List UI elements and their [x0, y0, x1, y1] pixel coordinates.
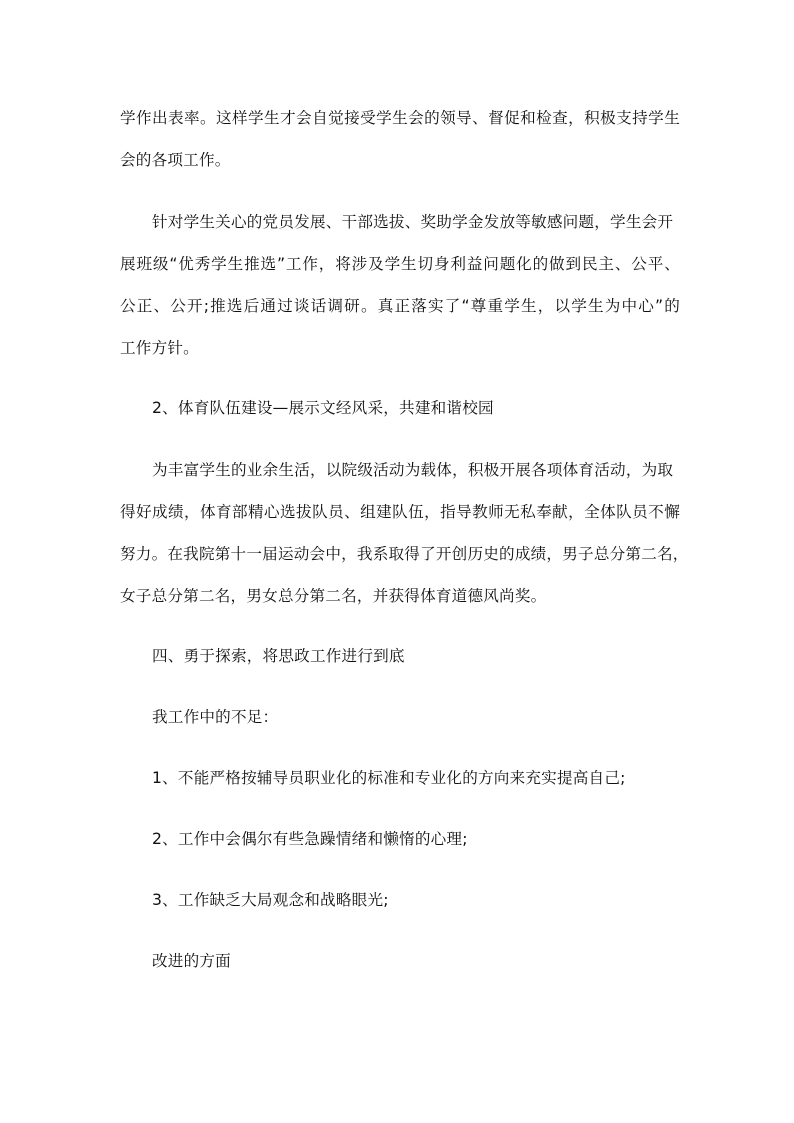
- paragraph-2-line-1: 针对学生关心的党员发展、干部选拔、奖助学金发放等敏感问题，学生会开: [152, 213, 674, 231]
- paragraph-1-line-1: 学作出表率。这样学生才会自觉接受学生会的领导、督促和检查，积极支持学生: [120, 109, 680, 127]
- paragraph-4-line-4: 女子总分第二名，男女总分第二名，并获得体育道德风尚奖。: [120, 587, 547, 605]
- paragraph-4-line-3: 努力。在我院第十一届运动会中，我系取得了开创历史的成绩，男子总分第二名，: [120, 545, 689, 563]
- shortcoming-item-3: 3、工作缺乏大局观念和战略眼光;: [152, 891, 389, 909]
- paragraph-1-line-2: 会的各项工作。: [120, 151, 231, 169]
- shortcoming-item-2: 2、工作中会偶尔有些急躁情绪和懒惰的心理;: [152, 830, 468, 848]
- paragraph-2-line-4: 工作方针。: [120, 339, 199, 357]
- improvement-heading: 改进的方面: [152, 952, 231, 970]
- section-heading-ideology: 四、勇于探索，将思政工作进行到底: [152, 647, 405, 665]
- paragraph-4-line-1: 为丰富学生的业余生活，以院级活动为载体，积极开展各项体育活动，为取: [152, 461, 674, 479]
- paragraph-4-line-2: 得好成绩，体育部精心选拔队员、组建队伍，指导教师无私奉献，全体队员不懈: [120, 503, 680, 521]
- paragraph-2-line-3: 公正、公开;推选后通过谈话调研。真正落实了“尊重学生，以学生为中心”的: [120, 297, 680, 315]
- paragraph-2-line-2: 展班级“优秀学生推选”工作，将涉及学生切身利益问题化的做到民主、公平、: [120, 255, 680, 273]
- section-heading-sports: 2、体育队伍建设—展示文经风采，共建和谐校园: [152, 399, 494, 417]
- shortcoming-item-1: 1、不能严格按辅导员职业化的标准和专业化的方向来充实提高自己;: [152, 769, 626, 787]
- shortcomings-heading: 我工作中的不足：: [152, 708, 279, 726]
